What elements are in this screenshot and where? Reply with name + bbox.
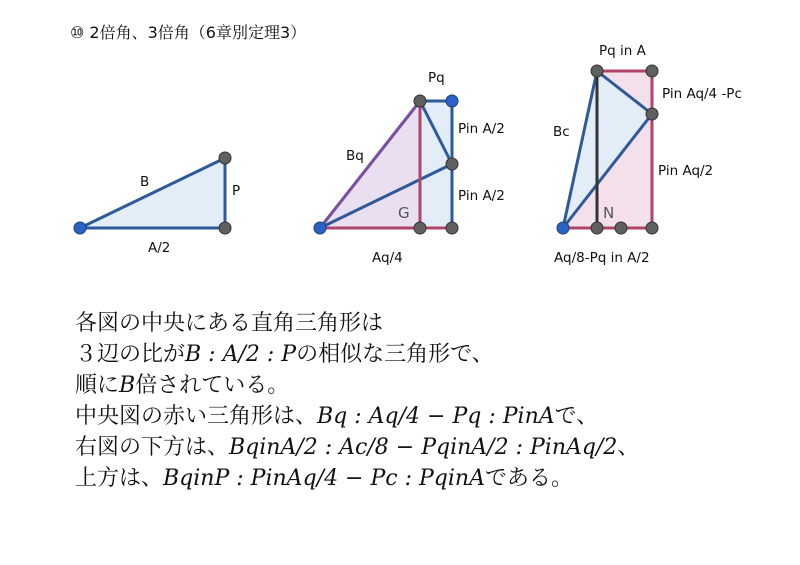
middle-lower-right-label: Pin A/2 [458, 188, 505, 204]
right-lower-right-label: Pin Aq/2 [658, 163, 714, 179]
right-vertex-bottom-mid [615, 222, 627, 234]
middle-base-label: Aq/4 [372, 250, 403, 266]
text-line-2-math: B : A/2 : P [185, 342, 297, 367]
text-line-2-post: の相似な三角形で、 [296, 342, 494, 367]
right-top-label: Pq in A [599, 43, 646, 59]
text-line-5-math: BqinA/2 : Ac/8 − PqinA/2 : PinAq/2 [229, 435, 618, 460]
middle-inner-label: G [398, 204, 410, 222]
text-line-2-pre: ３辺の比が [75, 342, 186, 367]
middle-vertex-a [314, 222, 326, 234]
text-line-5-post: 、 [617, 435, 640, 460]
left-vertex-b [219, 152, 231, 164]
left-vertex-c [219, 222, 231, 234]
text-line-2 [75, 339, 790, 370]
text-line-6-post: である。 [484, 466, 573, 491]
right-vertex-foot [591, 222, 603, 234]
explanation-text [75, 308, 790, 494]
left-figure [74, 152, 240, 256]
middle-figure [314, 70, 505, 266]
middle-vertex-bottom-right [446, 222, 458, 234]
text-line-4-pre: 中央図の赤い三角形は、 [75, 404, 318, 429]
text-line-6 [75, 463, 790, 494]
middle-upper-right-label: Pin A/2 [458, 121, 505, 137]
text-line-5-pre: 右図の下方は、 [75, 435, 230, 460]
text-line-1-body: 各図の中央にある直角三角形は [75, 311, 384, 336]
middle-top-label: Pq [428, 70, 445, 86]
text-line-3-post: 倍されている。 [135, 373, 290, 398]
left-base-label: A/2 [148, 240, 171, 256]
right-figure [553, 43, 742, 266]
left-hyp-label: B [140, 174, 150, 190]
text-line-3 [75, 370, 790, 401]
left-triangle [80, 158, 225, 228]
text-line-4-post: で、 [554, 404, 599, 429]
right-vertex-mid-right [646, 108, 658, 120]
text-line-1 [75, 308, 790, 339]
text-line-3-pre: 順に [75, 373, 120, 398]
text-line-3-math: B [119, 373, 136, 398]
right-vertex-top [591, 65, 603, 77]
text-line-6-math: BqinP : PinAq/4 − Pc : PqinA [163, 466, 485, 491]
right-vertex-top-right [646, 65, 658, 77]
text-line-4 [75, 401, 790, 432]
right-vertex-a [557, 222, 569, 234]
right-upper-right-label: Pin Aq/4 -Pc [662, 86, 742, 102]
text-line-4-math: Bq : Aq/4 − Pq : PinA [317, 404, 555, 429]
right-vertex-bottom-right [646, 222, 658, 234]
middle-vertex-mid-right [446, 158, 458, 170]
right-inner-label: N [603, 204, 615, 222]
left-vertex-a [74, 222, 86, 234]
right-base-label: Aq/8-Pq in A/2 [554, 250, 650, 266]
heading: ⑩ 2倍角、3倍角（6章別定理3） [70, 23, 307, 42]
middle-vertex-foot [414, 222, 426, 234]
left-vert-label: P [232, 183, 241, 199]
middle-vertex-top [414, 95, 426, 107]
text-line-6-pre: 上方は、 [75, 466, 164, 491]
text-line-5 [75, 432, 790, 463]
middle-hyp-label: Bq [346, 148, 364, 164]
middle-vertex-top-right [446, 95, 458, 107]
right-left-label: Bc [553, 124, 570, 140]
